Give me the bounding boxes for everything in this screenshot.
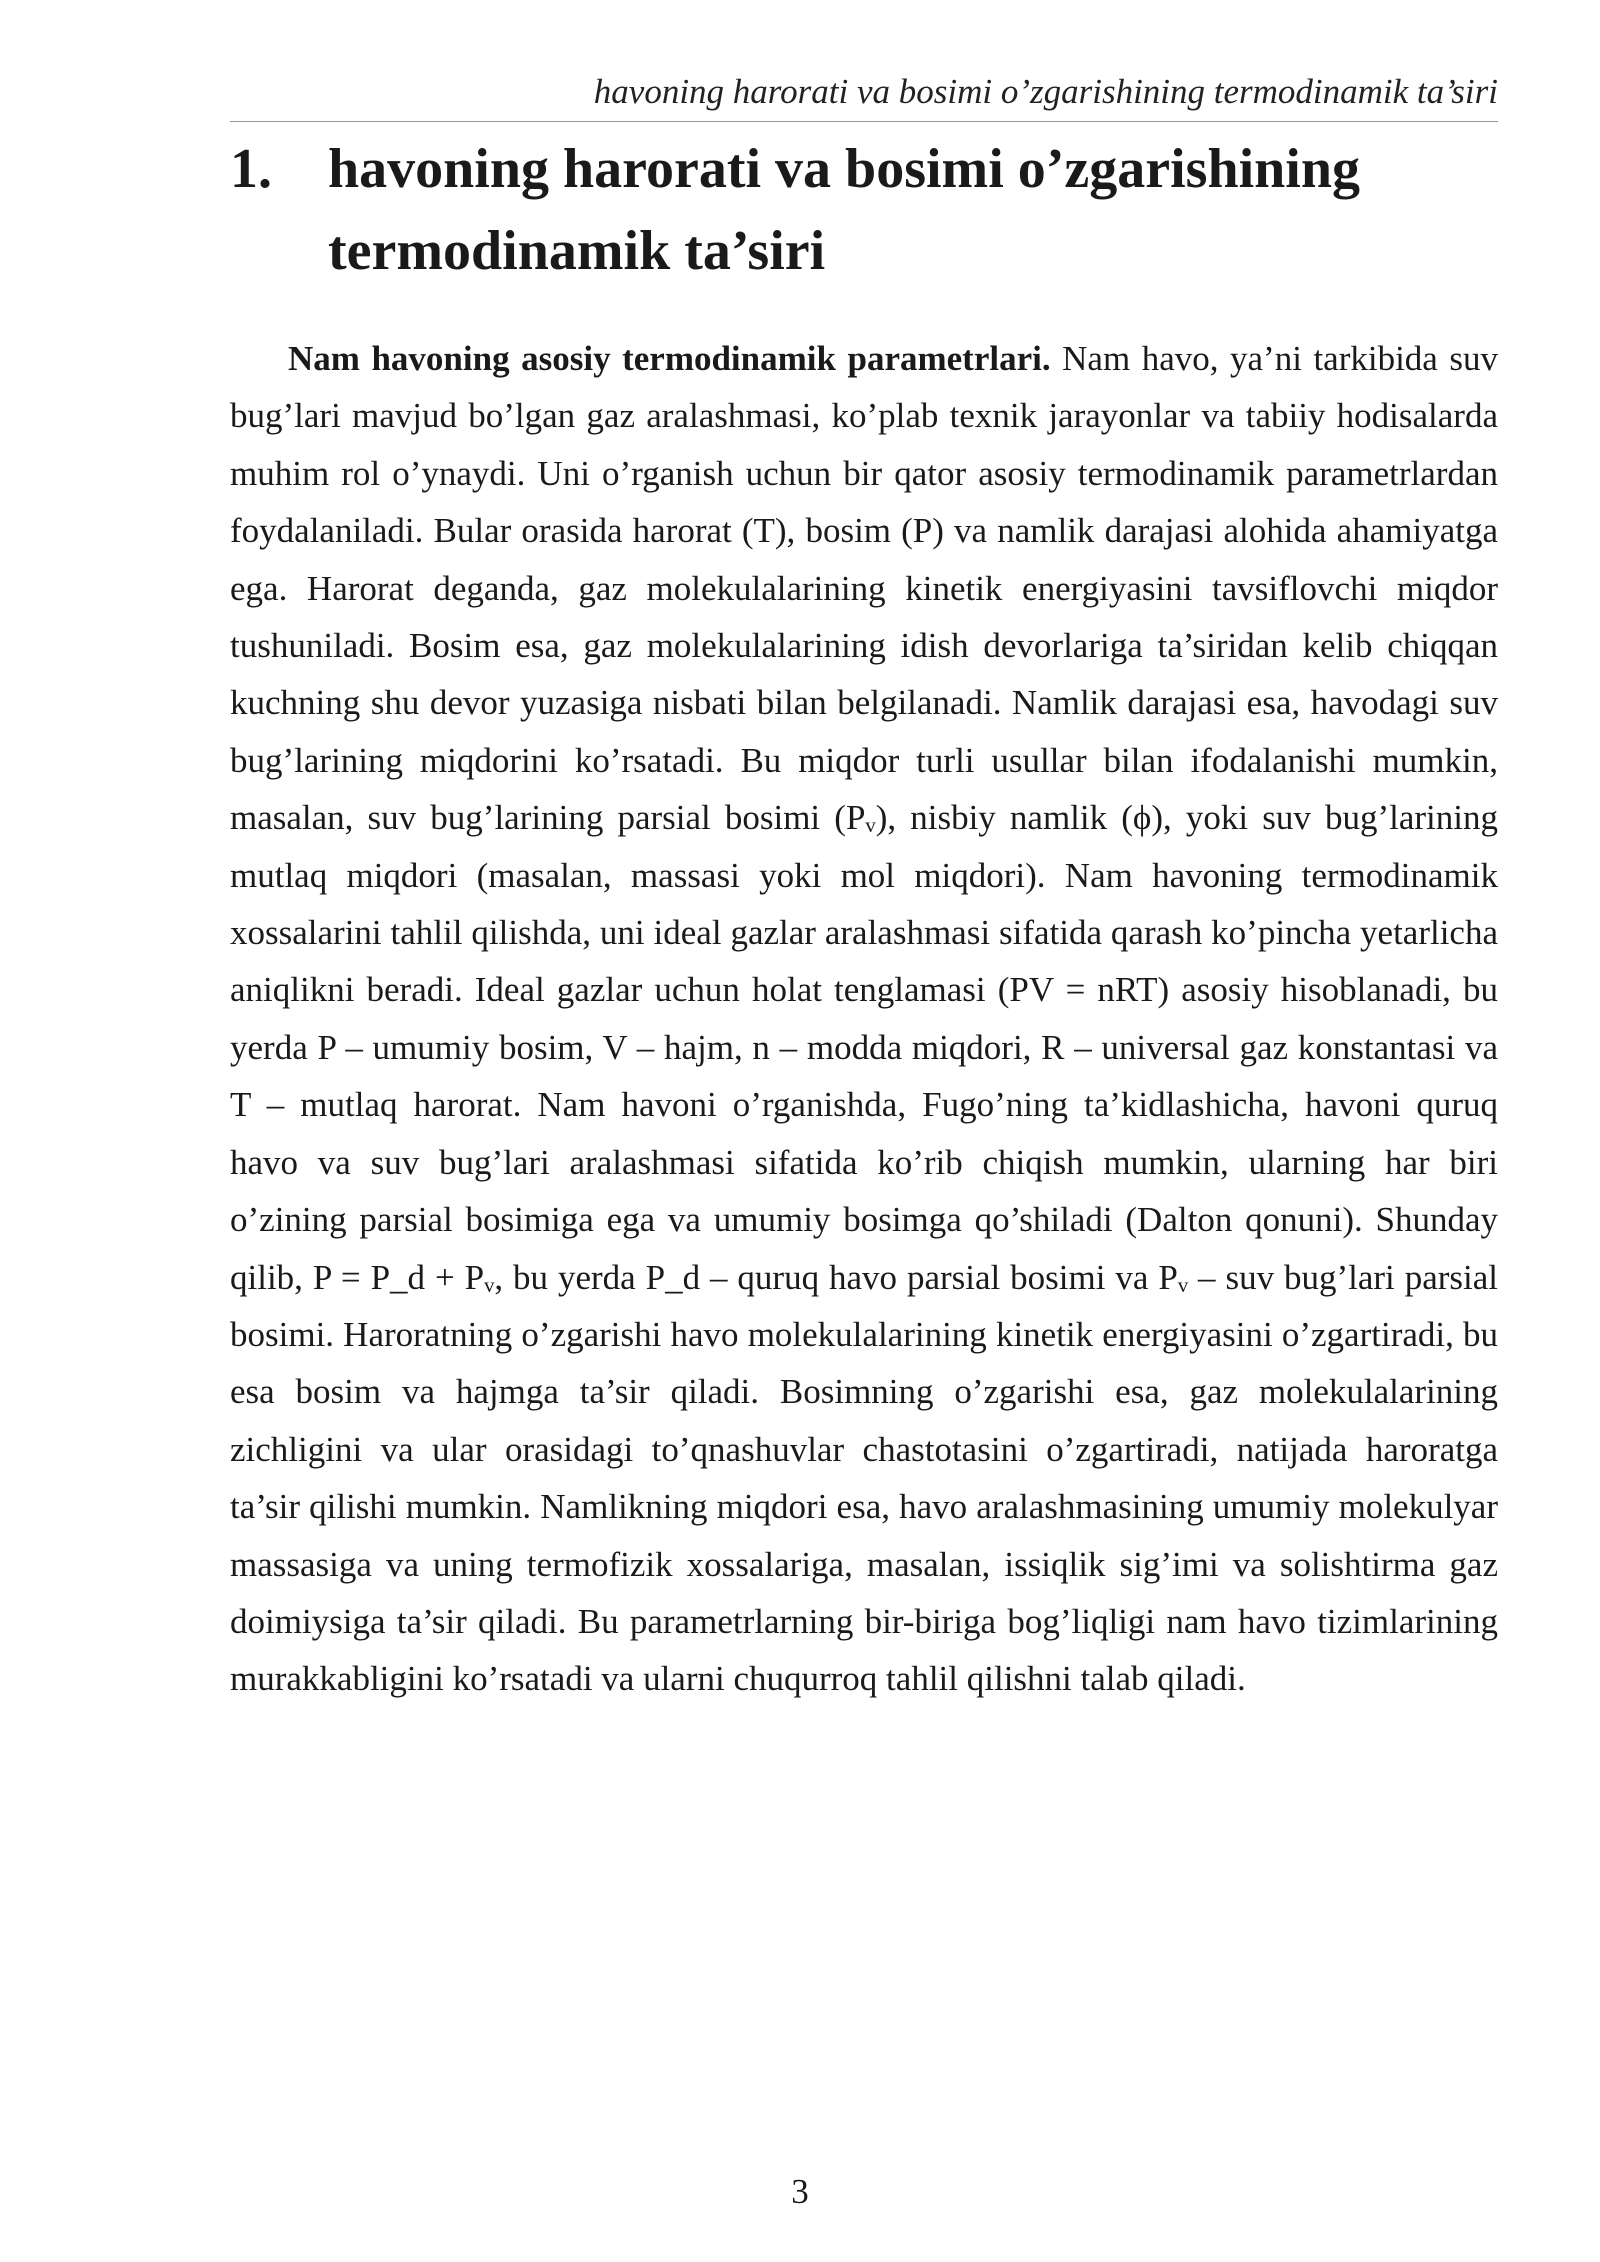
paragraph-lead: Nam havoning asosiy termodinamik parametrlari. bbox=[288, 339, 1051, 378]
running-header: havoning harorati va bosimi o’zgarishining termodinamik ta’siri bbox=[593, 72, 1498, 111]
chapter-heading bbox=[230, 128, 1498, 292]
paragraph-text: Nam havo, ya’ni tarkibida suv bug’lari mavjud bo’lgan gaz aralashmasi, ko’plab texnik jarayonlar va tabiiy hodisalarda muhim rol o’ynaydi. Uni o’rganish uchun bir qator asosiy termodinamik parametrlardan foydalaniladi. Bular orasida harorat (T), bosim (P) va namlik darajasi alohida ahamiyatga ega. Harorat deganda, gaz molekulalarining kinetik energiyasini tavsiflovchi miqdor tushuniladi. Bosim esa, gaz molekulalarining idish devorlariga ta’siridan kelib chiqqan kuchning shu devor yuzasiga nisbati bilan belgilanadi. Namlik darajasi esa, havodagi suv bug’larining miqdorini ko’rsatadi. Bu miqdor turli usullar bilan ifodalanishi mumkin, masalan, suv bug’larining parsial bosimi (Pᵥ), nisbiy namlik (ϕ), yoki suv bug’larining mutlaq miqdori (masalan, massasi yoki mol miqdori). Nam havoning termodinamik xossalarini tahlil qilishda, uni ideal gazlar aralashmasi sifatida qarash ko’pincha yetarlicha aniqlikni beradi. Ideal gazlar uchun holat tenglamasi (PV = nRT) asosiy hisoblanadi, bu yerda P – umumiy bosim, V – hajm, n – modda miqdori, R – universal gaz konstantasi va T – mutlaq harorat. Nam havoni o’rganishda, Fugo’ning ta’kidlashicha, havoni quruq havo va suv bug’lari aralashmasi sifatida ko’rib chiqish mumkin, ularning har biri o’zining parsial bosimiga ega va umumiy bosimga qo’shiladi (Dalton qonuni). Shunday qilib, P = P_d + Pᵥ, bu yerda P_d – quruq havo parsial bosimi va Pᵥ – suv bug’lari parsial bosimi. Haroratning o’zgarishi havo molekulalarining kinetik energiyasini o’zgartiradi, bu esa bosim va hajmga ta’sir qiladi. Bosimning o’zgarishi esa, gaz molekulalarining zichligini va ular orasidagi to’qnashuvlar chastotasini o’zgartiradi, natijada haroratga ta’sir qilishi mumkin. Namlikning miqdori esa, havo aralashmasining umumiy molekulyar massasiga va uning termofizik xossalariga, masalan, issiqlik sig’imi va solishtirma gaz doimiysiga ta’sir qiladi. Bu parametrlarning bir-biriga bog’liqligi nam havo tizimlarining murakkabligini ko’rsatadi va ularni chuqurroq tahlil qilishni talab qiladi. bbox=[230, 339, 1498, 1699]
chapter-title: havoning harorati va bosimi o’zgarishining termodinamik ta’siri bbox=[328, 138, 1361, 282]
chapter-number: 1. bbox=[230, 138, 272, 200]
body-paragraph bbox=[230, 330, 1498, 1708]
page-number: 3 bbox=[791, 2172, 809, 2211]
header-rule bbox=[230, 121, 1498, 122]
